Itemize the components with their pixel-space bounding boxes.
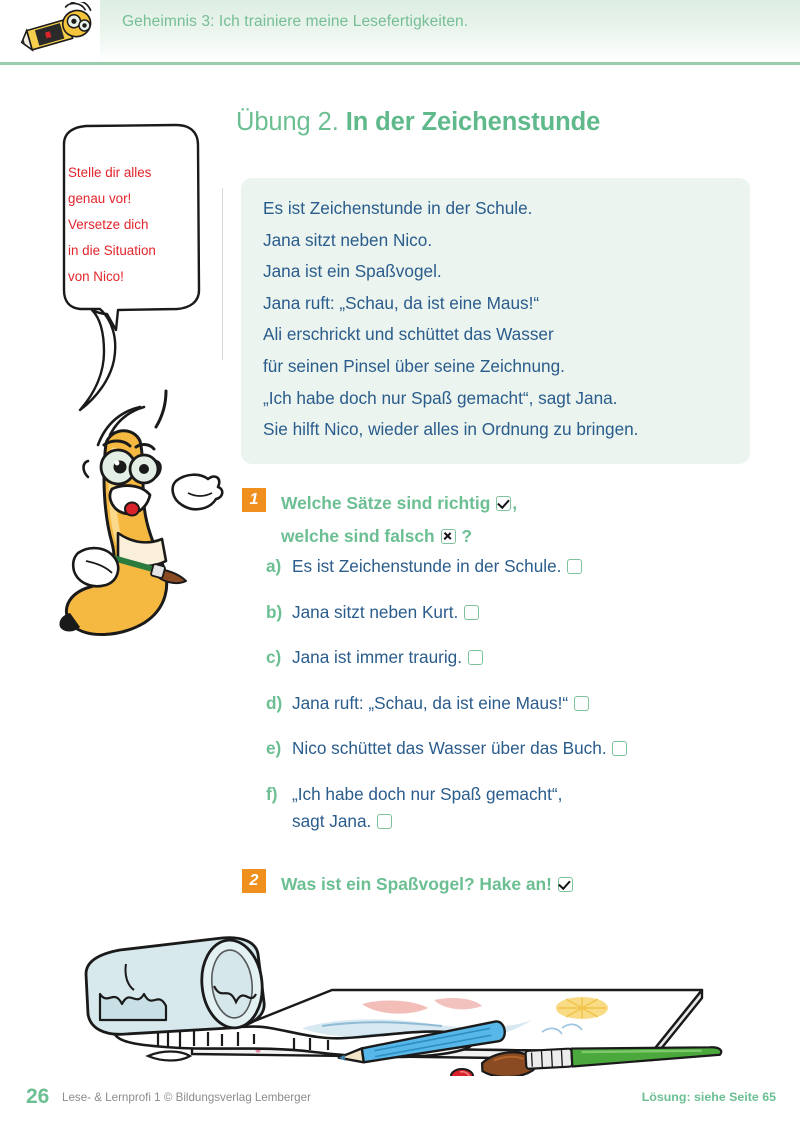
story-line: Jana ist ein Spaßvogel. (263, 261, 442, 282)
worm-pencil-with-paintbrush-illustration (48, 385, 238, 645)
answer-letter: e) (266, 738, 282, 758)
list-item (266, 644, 766, 671)
task-2-heading-text: Was ist ein Spaßvogel? Hake an! (281, 874, 557, 894)
answer-text (292, 690, 590, 717)
task-2-number-badge: 2 (242, 869, 266, 893)
exercise-title-text: In der Zeichenstunde (345, 108, 601, 136)
answer-checkbox[interactable] (468, 650, 483, 665)
story-line: Es ist Zeichenstunde in der Schule. (263, 198, 533, 218)
answer-letter: c) (266, 647, 282, 667)
story-line: Ali erschrickt und schüttet das Wasser (263, 324, 554, 345)
checked-box-icon (558, 877, 573, 892)
answer-text (292, 735, 628, 762)
page-number: 26 (26, 1085, 50, 1108)
list-item (266, 781, 766, 835)
story-text-box (241, 178, 750, 464)
answer-sentence: Jana ruft: „Schau, da ist eine Maus!“ (292, 692, 569, 713)
speech-bubble-text (68, 160, 190, 290)
answer-letter: d) (266, 692, 283, 713)
exercise-label: Übung 2. (236, 108, 339, 136)
list-item (266, 599, 766, 626)
answer-sentence: Jana sitzt neben Kurt. (292, 601, 459, 622)
answer-sentence: Jana ist immer traurig. (292, 647, 463, 667)
pencil-mascot-icon (18, 2, 98, 60)
header-divider-rule (0, 62, 800, 65)
task-1-heading (281, 487, 517, 553)
checked-box-icon (496, 496, 511, 511)
story-line: Jana sitzt neben Nico. (263, 229, 433, 250)
answer-checkbox[interactable] (464, 605, 479, 620)
answer-text (292, 599, 480, 626)
answer-checkbox[interactable] (377, 814, 392, 829)
bubble-line: von Nico! (68, 269, 124, 284)
bubble-line: Versetze dich (68, 217, 149, 232)
list-item (266, 553, 766, 580)
crossed-box-icon (441, 529, 456, 544)
page-header-bar (100, 0, 800, 62)
answer-sentence-line2: sagt Jana. (292, 810, 372, 831)
answer-sentence: „Ich habe doch nur Spaß gemacht“, (292, 783, 563, 804)
answer-text (292, 553, 583, 580)
vertical-divider (222, 188, 223, 360)
answer-letter: b) (266, 601, 283, 622)
answer-letter: a) (266, 556, 282, 576)
task-1-answer-list (266, 553, 766, 853)
speech-bubble (52, 122, 232, 422)
task-2-heading (281, 868, 574, 901)
bubble-line: genau vor! (68, 191, 132, 206)
footer-credit: Lese- & Lernprofi 1 © Bildungsverlag Lemberger (62, 1091, 311, 1104)
answer-text (292, 644, 484, 671)
list-item (266, 690, 766, 717)
answer-checkbox[interactable] (567, 559, 582, 574)
list-item (266, 735, 766, 762)
answer-sentence: Es ist Zeichenstunde in der Schule. (292, 556, 562, 576)
bubble-line: Stelle dir alles (68, 165, 152, 180)
spilled-water-glass-on-drawing-illustration (62, 928, 762, 1076)
header-title: Geheimnis 3: Ich trainiere meine Lesefertigkeiten. (122, 13, 469, 30)
answer-letter: f) (266, 783, 278, 804)
answer-sentence: Nico schüttet das Wasser über das Buch. (292, 738, 607, 758)
page-title (236, 108, 600, 137)
footer-solution-text: siehe Seite 65 (690, 1090, 776, 1104)
answer-checkbox[interactable] (574, 696, 589, 711)
footer-solution-label: Lösung: (641, 1090, 691, 1104)
task-1-heading-line1-before: Welche Sätze sind richtig (281, 493, 496, 513)
answer-text (292, 781, 562, 835)
story-line: Jana ruft: „Schau, da ist eine Maus!“ (263, 292, 540, 313)
task-1-heading-line2-after: ? (456, 526, 472, 546)
task-1-number-badge: 1 (242, 488, 266, 512)
story-line: „Ich habe doch nur Spaß gemacht“, sagt Jana. (263, 387, 618, 408)
task-1-heading-line2-before: welche sind falsch (281, 526, 440, 546)
footer-solution (642, 1090, 776, 1104)
story-line: für seinen Pinsel über seine Zeichnung. (263, 355, 565, 376)
story-line: Sie hilft Nico, wieder alles in Ordnung zu bringen. (263, 419, 639, 440)
answer-checkbox[interactable] (612, 741, 627, 756)
bubble-line: in die Situation (68, 243, 156, 258)
task-1-heading-line1-after: , (512, 493, 518, 513)
